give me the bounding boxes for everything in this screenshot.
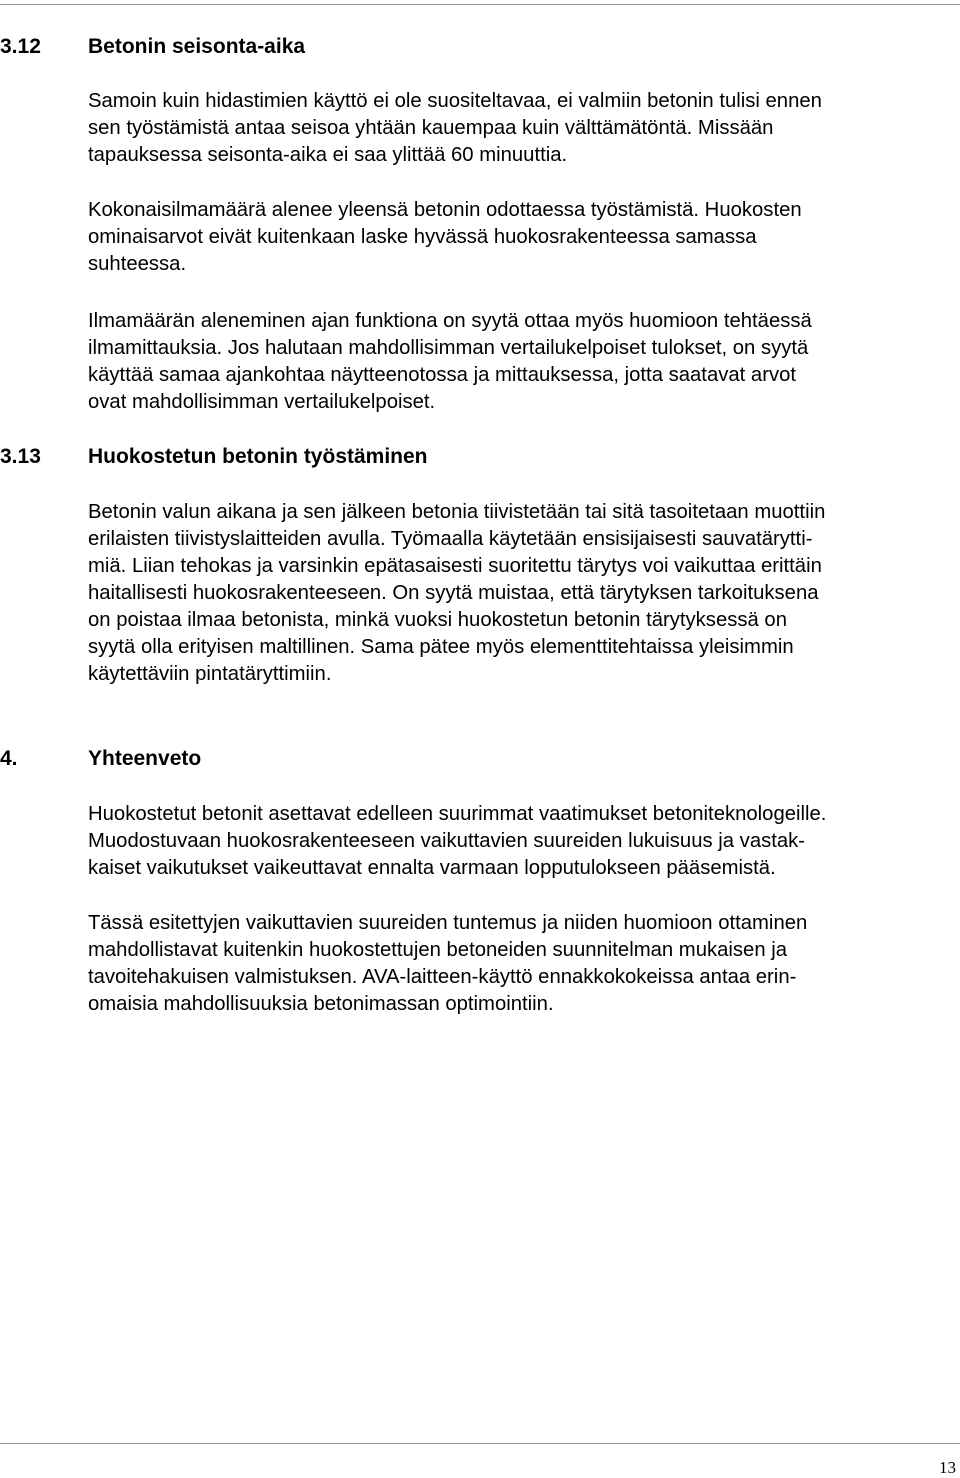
text-line: tapauksessa seisonta-aika ei saa ylittää 60 minuuttia. bbox=[88, 144, 568, 166]
text-line: Muodostuvaan huokosrakenteeseen vaikuttavien suureiden lukuisuus ja vastak- bbox=[88, 830, 806, 852]
text-line: mahdollistavat kuitenkin huokostettujen betoneiden suunnitelman mukaisen ja bbox=[88, 939, 788, 961]
paragraph bbox=[88, 801, 950, 882]
section-title: Betonin seisonta-aika bbox=[88, 35, 306, 58]
text-line: ovat mahdollisimman vertailukelpoiset. bbox=[88, 391, 436, 413]
paragraph bbox=[88, 88, 950, 169]
section-number: 3.13 bbox=[0, 445, 41, 468]
section-number: 3.12 bbox=[0, 35, 41, 58]
header-rule bbox=[0, 4, 960, 5]
text-line: ilmamittauksia. Jos halutaan mahdollisimman vertailukelpoiset tulokset, on syytä bbox=[88, 337, 809, 359]
paragraph bbox=[88, 910, 950, 1018]
text-line: suhteessa. bbox=[88, 253, 187, 275]
text-line: Kokonaisilmamäärä alenee yleensä betonin odottaessa työstämistä. Huokosten bbox=[88, 199, 802, 221]
text-line: kaiset vaikutukset vaikeuttavat ennalta varmaan lopputulokseen pääsemistä. bbox=[88, 857, 776, 879]
text-line: omaisia mahdollisuuksia betonimassan optimointiin. bbox=[88, 993, 554, 1015]
section-title: Yhteenveto bbox=[88, 747, 202, 770]
page-number: 13 bbox=[939, 1458, 956, 1477]
text-line: Ilmamäärän aleneminen ajan funktiona on syytä ottaa myös huomioon tehtäessä bbox=[88, 310, 812, 332]
paragraph bbox=[88, 308, 950, 416]
text-line: tavoitehakuisen valmistuksen. AVA-laitteen-käyttö ennakkokokeissa antaa erin- bbox=[88, 966, 797, 988]
text-line: on poistaa ilmaa betonista, minkä vuoksi huokostetun betonin tärytyksessä on bbox=[88, 609, 787, 631]
text-line: Betonin valun aikana ja sen jälkeen betonia tiivistetään tai sitä tasoitetaan muottiin bbox=[88, 501, 826, 523]
text-line: käytettäviin pintatäryttimiin. bbox=[88, 663, 332, 685]
text-line: haitallisesti huokosrakenteeseen. On syytä muistaa, että tärytyksen tarkoituksena bbox=[88, 582, 819, 604]
text-line: Huokostetut betonit asettavat edelleen suurimmat vaatimukset betoniteknologeille. bbox=[88, 803, 827, 825]
footer-rule bbox=[0, 1443, 960, 1444]
text-line: miä. Liian tehokas ja varsinkin epätasaisesti suoritettu tärytys voi vaikuttaa erittäin bbox=[88, 555, 822, 577]
paragraph bbox=[88, 499, 950, 688]
section-number: 4. bbox=[0, 747, 18, 770]
text-line: käyttää samaa ajankohtaa näytteenotossa ja mittauksessa, jotta saatavat arvot bbox=[88, 364, 797, 386]
section-title: Huokostetun betonin työstäminen bbox=[88, 445, 428, 468]
text-line: sen työstämistä antaa seisoa yhtään kauempaa kuin välttämätöntä. Missään bbox=[88, 117, 774, 139]
text-line: ominaisarvot eivät kuitenkaan laske hyvässä huokosrakenteessa samassa bbox=[88, 226, 757, 248]
text-line: Samoin kuin hidastimien käyttö ei ole suositeltavaa, ei valmiin betonin tulisi ennen bbox=[88, 90, 822, 112]
paragraph bbox=[88, 197, 950, 278]
text-line: Tässä esitettyjen vaikuttavien suureiden tuntemus ja niiden huomioon ottaminen bbox=[88, 912, 808, 934]
text-line: erilaisten tiivistyslaitteiden avulla. Työmaalla käytetään ensisijaisesti sauvatärytti- bbox=[88, 528, 813, 550]
text-line: syytä olla erityisen maltillinen. Sama pätee myös elementtitehtaissa yleisimmin bbox=[88, 636, 794, 658]
